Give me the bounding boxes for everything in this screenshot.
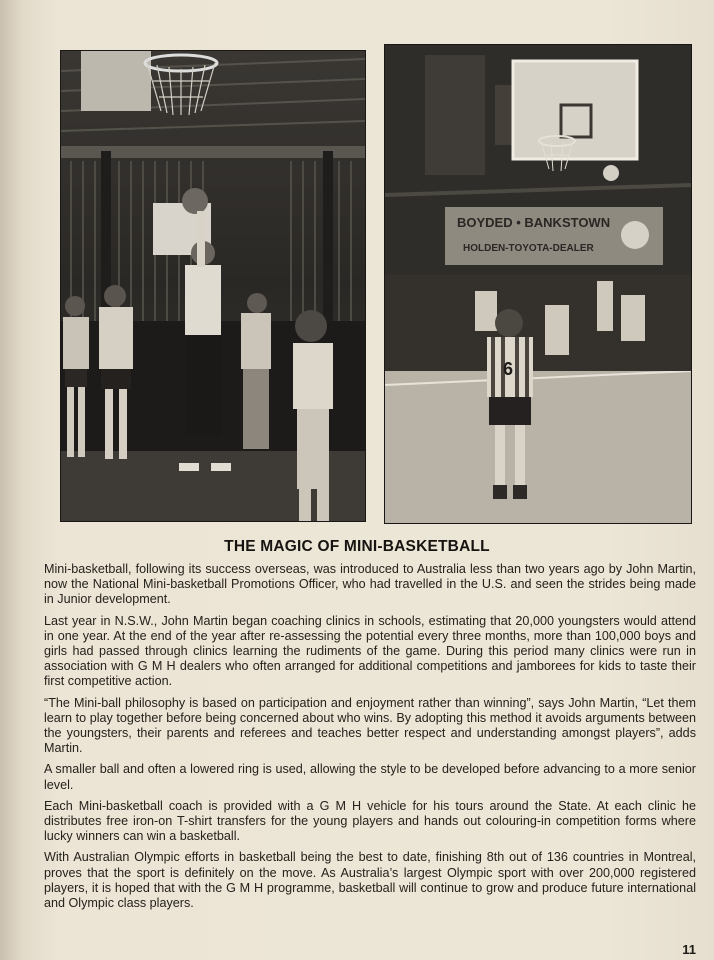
sign-line-2: HOLDEN-TOYOTA-DEALER xyxy=(463,243,594,254)
sign-line-1: BOYDED • BANKSTOWN xyxy=(457,215,611,230)
article-paragraph-2: Last year in N.S.W., John Martin began coaching clinics in schools, estimating that 20,000 youngsters would attend in one year. At the end of the year after re-assessing the potential every three months, more than 100,000 boys and girls had passed through clinics learning the rudiments of the game. During this period many clinics were run in association with G M H dealers who often arranged for additional competitions and jamborees for kids to taste their first competitive action. xyxy=(44,613,696,689)
photo-left-illustration xyxy=(61,51,365,521)
article-paragraph-5: Each Mini-basketball coach is provided with a G M H vehicle for his tours around the State. At each clinic he distributes free iron-on T-shirt transfers for the young players and hands out colouring-in competition forms where lucky winners can win a basketball. xyxy=(44,798,696,844)
photo-indoor-shooting-clinic xyxy=(60,50,366,522)
page-number: 11 xyxy=(682,942,696,957)
article-body xyxy=(44,562,696,917)
article-paragraph-6: With Australian Olympic efforts in basketball being the best to date, finishing 8th out of 136 countries in Montreal, proves that the sport is definitely on the move. As Australia’s largest Olympic sport with over 200,000 registered players, it is hoped that with the G M H programme, basketball will continue to grow and produce future international and Olympic class players. xyxy=(44,850,696,911)
article-paragraph-4: A smaller ball and often a lowered ring is used, allowing the style to be developed before advancing to a more senior level. xyxy=(44,762,696,792)
article-paragraph-3: “The Mini-ball philosophy is based on participation and enjoyment rather than winning”, says John Martin, “Let them learn to play together before being concerned about who wins. By adopting this method it avoids arguments between the youngsters, their parents and referees and teaches better respect and understanding amongst players”, adds Martin. xyxy=(44,695,696,756)
photo-right-illustration xyxy=(385,45,691,523)
article-heading: THE MAGIC OF MINI-BASKETBALL xyxy=(224,538,490,555)
jersey-number: 6 xyxy=(503,359,514,379)
article-paragraph-1: Mini-basketball, following its success overseas, was introduced to Australia less than two years ago by John Martin, now the National Mini-basketball Promotions Officer, who had travelled in the U.S. and seen the strides being made in Junior development. xyxy=(44,562,696,607)
photo-junior-game-action xyxy=(384,44,692,524)
